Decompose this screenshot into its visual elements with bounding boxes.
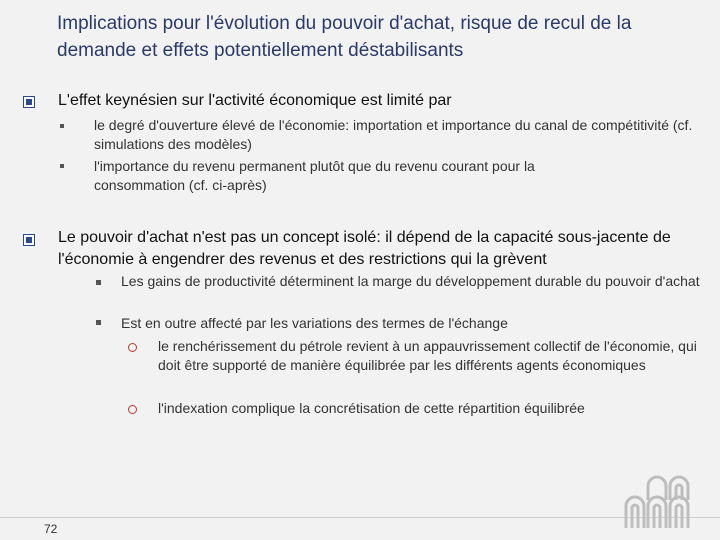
- section2-item-1: Les gains de productivité déterminent la marge du développement durable du pouvoir d'achat: [121, 273, 700, 289]
- footer-divider: [0, 517, 720, 518]
- circle-bullet-icon: [128, 405, 137, 414]
- box-bullet-icon: [23, 234, 35, 246]
- square-bullet-icon: [96, 280, 101, 285]
- page-number: 72: [44, 522, 58, 536]
- section1-item-1: le degré d'ouverture élevé de l'économie: importation et importance du canal de compétitivité (cf. simulations des modèles): [94, 117, 693, 152]
- circle-bullet-icon: [128, 343, 137, 352]
- section1-heading: L'effet keynésien sur l'activité économique est limité par: [58, 92, 452, 109]
- square-bullet-icon: [60, 164, 64, 168]
- section2-heading: Le pouvoir d'achat n'est pas un concept isolé: il dépend de la capacité sous-jacente de l'économie à engendrer des revenus et des restrictions qui la grèvent: [58, 229, 671, 268]
- section2-subitem-1: le renchérissement du pétrole revient à un appauvrissement collectif de l'économie, qui doit être supporté de manière équilibrée par les différents agents économiques: [158, 338, 697, 373]
- square-bullet-icon: [60, 124, 64, 128]
- box-bullet-icon: [23, 96, 35, 108]
- section2-item-2: Est en outre affecté par les variations des termes de l'échange: [121, 315, 508, 331]
- slide-title: Implications pour l'évolution du pouvoir d'achat, risque de recul de la demande et effets potentiellement déstabilisants: [57, 13, 632, 61]
- section2-subitem-2: l'indexation complique la concrétisation de cette répartition équilibrée: [158, 400, 585, 416]
- section1-item-2: l'importance du revenu permanent plutôt que du revenu courant pour la consommation (cf. ci-après): [94, 158, 535, 193]
- institution-logo-icon: [622, 470, 692, 532]
- square-bullet-icon: [96, 320, 101, 325]
